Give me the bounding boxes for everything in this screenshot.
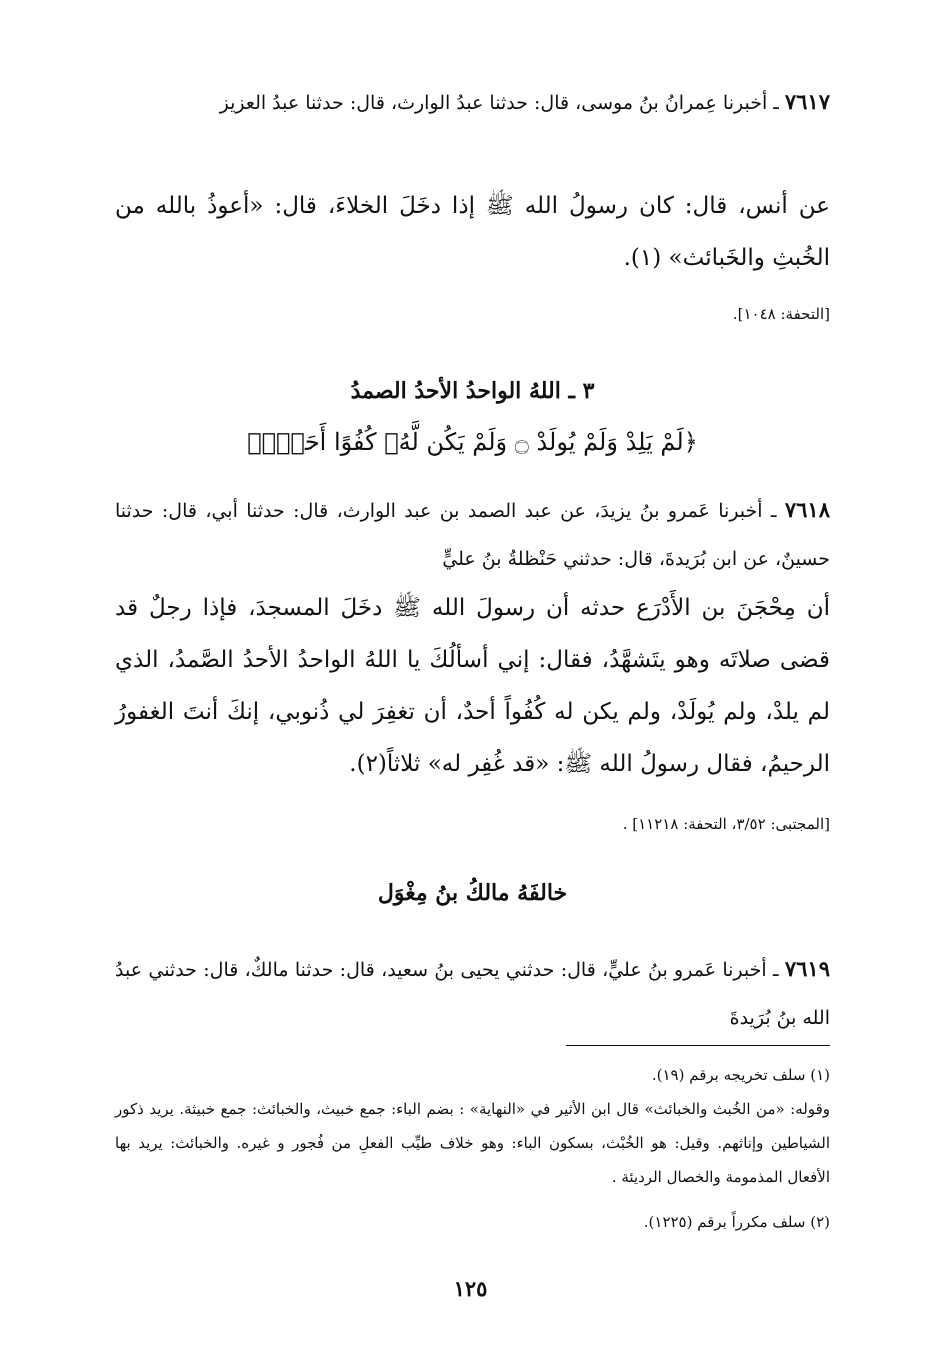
hadith-7617-matn: عن أنس، قال: كان رسولُ الله ﷺ إذا دخَلَ الخلاءَ، قال: «أعوذُ بالله من الخُبثِ والخَبائث» (١).	[115, 193, 830, 271]
hadith-7619-isnad	[115, 945, 830, 1042]
hadith-number: ٧٦١٨	[784, 497, 830, 522]
quran-verse: ﴿لَمْ يَلِدْ وَلَمْ يُولَدْ ۝ وَلَمْ يَكُن لَّهُۥ كُفُوًا أَحَدٌۢ﴾	[247, 428, 698, 456]
hadith-7617-reference: [التحفة: ١٠٤٨].	[732, 305, 830, 323]
hadith-7617-isnad	[115, 78, 830, 127]
isnad-text: ـ أخبرنا عَمرو بنُ يزيدَ، عن عبد الصمد بن عبد الوارث، قال: حدثنا أبي، قال: حدثنا حسينٌ، عن ابن بُرَيدةَ، قال: حدثني حَنْظلةُ بنُ عليٍّ	[115, 500, 830, 570]
isnad-text: ـ أخبرنا عَمرو بنُ عليٍّ، قال: حدثني يحيى بنُ سعيد، قال: حدثنا مالكٌ، قال: حدثني عبدُ الله بنُ بُرَيدةَ	[115, 959, 830, 1029]
footnote-1-note: وقوله: «من الخُبث والخبائث» قال ابن الأثير في «النهاية» : بضم الباء: جمع خبيث، والخبائث: جمع خبيثة. يريد ذكور الشياطين وإناثهم. وقيل: هو الخُبْث، بسكون الباء: وهو خلاف طيِّب الفعلِ من فُجور و غيره. والخبائث: يريد بها الأفعال المذمومة والخصال الرديئة .	[115, 1100, 830, 1186]
section-heading: خالفَهُ مالكُ بنُ مِغْوَل	[377, 880, 568, 906]
isnad-text: ـ أخبرنا عِمرانُ بنُ موسى، قال: حدثنا عبدُ الوارث، قال: حدثنا عبدُ العزيز	[219, 92, 785, 114]
footnote-2: (٢) سلف مكرراً برقم (١٢٢٥).	[643, 1213, 830, 1231]
hadith-7618-matn: أن مِحْجَنَ بن الأَدْرَع حدثه أن رسولَ الله ﷺ دخَلَ المسجدَ، فإذا رجلٌ قد قضى صلاتَه وهو يتَشهَّدُ، فقال: إني أسألُكَ يا اللهُ الواحدُ الأحدُ الصَّمدُ، الذي لم يلدْ، ولم يُولَدْ، ولم يكن له كُفُواً أحدٌ، أن تغفِرَ لي ذُنوبي، إنكَ أنتَ الغفورُ الرحيمُ، فقال رسولُ الله ﷺ: «قد غُفِر له» ثلاثاً(٢).	[115, 595, 830, 777]
hadith-7618-reference: [المجتبى: ٣/٥٢، التحفة: ١١٢١٨] .	[622, 815, 830, 833]
hadith-number: ٧٦١٧	[784, 89, 830, 114]
footnote-1: (١) سلف تخريجه برقم (١٩).	[651, 1066, 830, 1084]
footnote-divider	[566, 1045, 830, 1046]
hadith-7618-isnad	[115, 486, 830, 583]
section-heading: ٣ ـ اللهُ الواحدُ الأحدُ الصمدُ	[350, 378, 595, 404]
hadith-number: ٧٦١٩	[784, 956, 830, 981]
page-number: ١٢٥	[453, 1276, 488, 1301]
